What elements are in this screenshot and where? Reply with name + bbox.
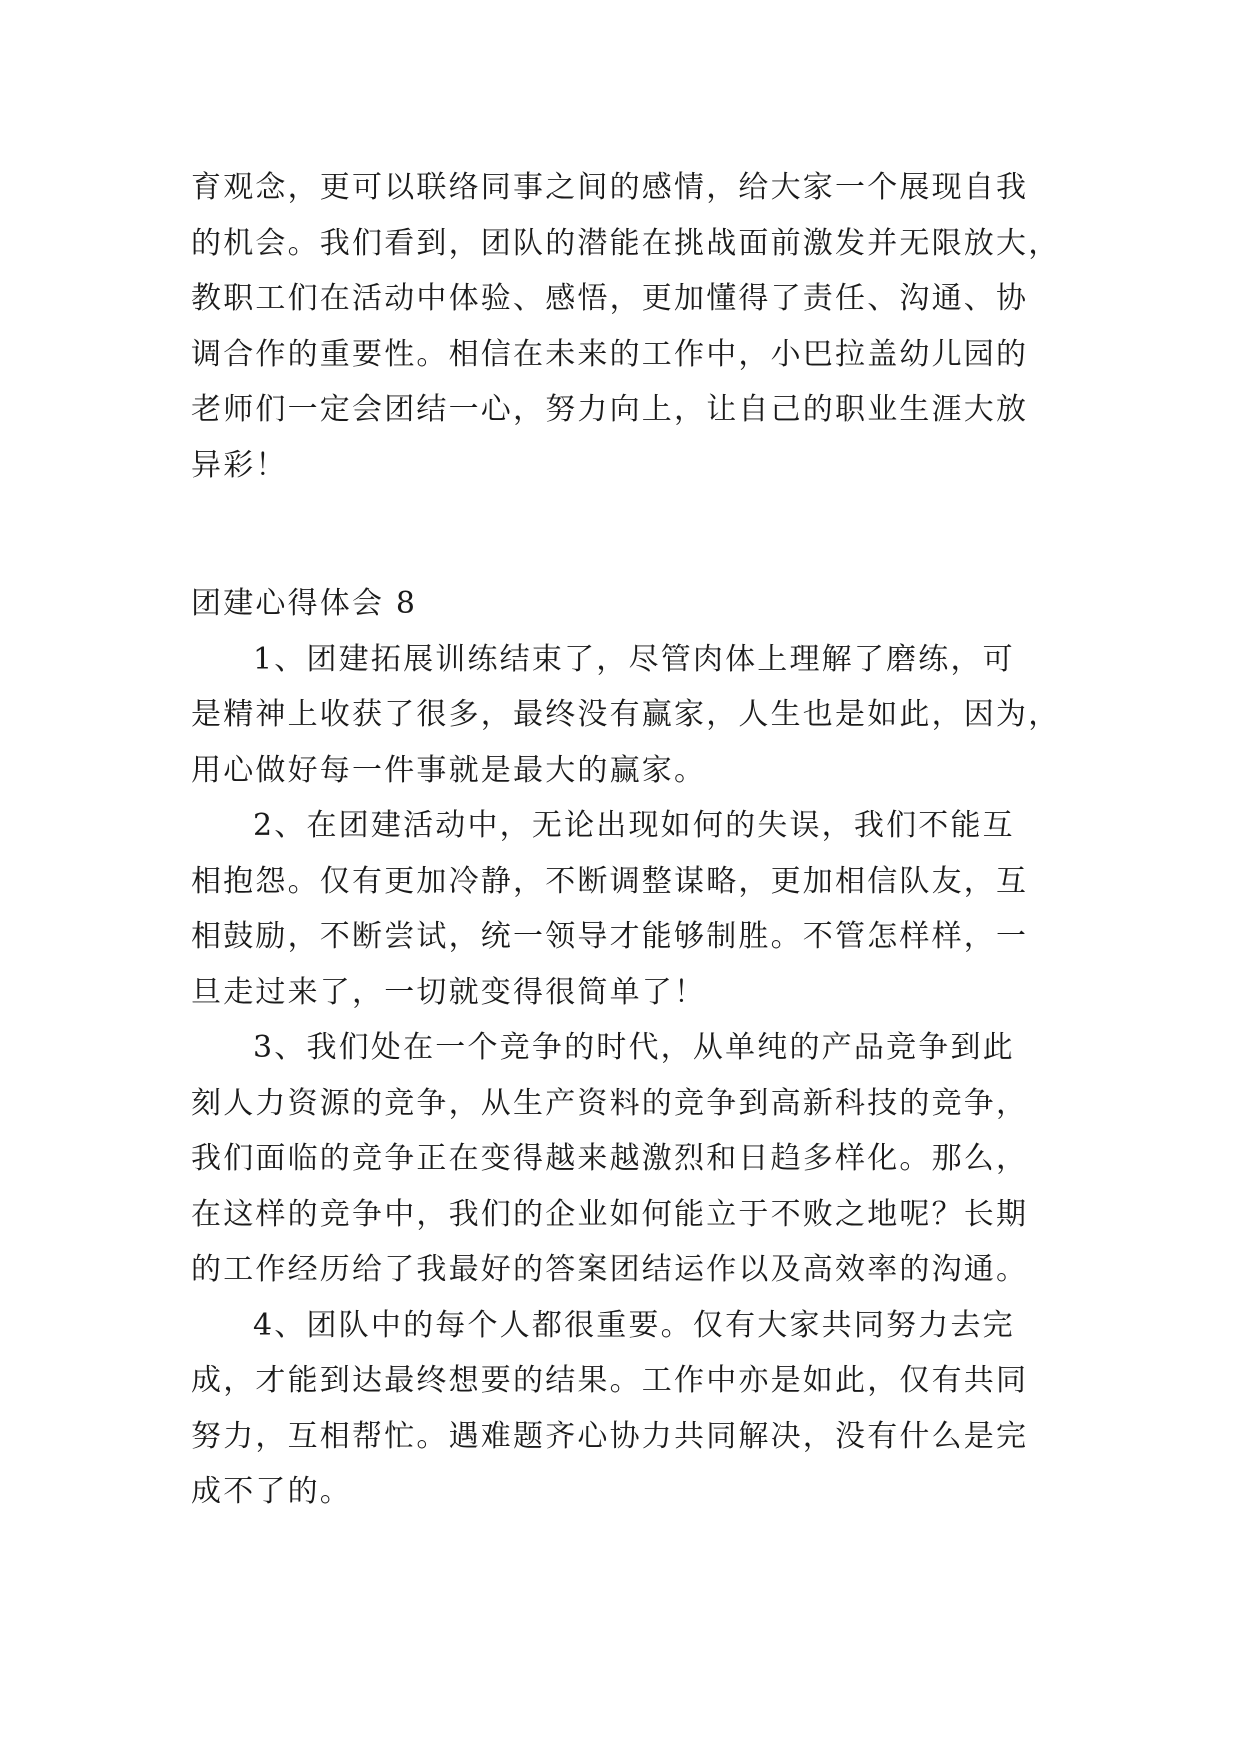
text-line: 调合作的重要性。相信在未来的工作中，小巴拉盖幼儿园的 (191, 336, 1029, 372)
text-line: 教职工们在活动中体验、感悟，更加懂得了责任、沟通、协 (191, 281, 1029, 316)
paragraph-1 (191, 632, 1061, 799)
text-line: 相抱怨。仅有更加冷静，不断调整谋略，更加相信队友，互 (191, 863, 1029, 899)
paragraph-2 (191, 798, 1051, 1020)
paragraph-3 (191, 1020, 1051, 1298)
document-body (191, 160, 1061, 1520)
text-line: 的工作经历给了我最好的答案团结运作以及高效率的沟通。 (191, 1252, 1029, 1287)
text-line: 3、我们处在一个竞争的时代，从单纯的产品竞争到此 (253, 1030, 1015, 1065)
text-line: 努力，互相帮忙。遇难题齐心协力共同解决，没有什么是完 (191, 1418, 1029, 1454)
text-line: 老师们一定会团结一心，努力向上，让自己的职业生涯大放 (191, 392, 1029, 427)
intro-paragraph (191, 160, 1061, 493)
section-title: 团建心得体会 8 (191, 586, 418, 621)
text-line: 成，才能到达最终想要的结果。工作中亦是如此，仅有共同 (191, 1363, 1029, 1398)
text-line: 旦走过来了，一切就变得很简单了！ (191, 974, 707, 1010)
text-line: 是精神上收获了很多，最终没有赢家，人生也是如此，因为， (191, 697, 1061, 732)
text-line: 2、在团建活动中，无论出现如何的失误，我们不能互 (253, 808, 1015, 843)
text-line: 我们面临的竞争正在变得越来越激烈和日趋多样化。那么， (191, 1141, 1029, 1176)
text-line: 成不了的。 (191, 1474, 352, 1509)
section-spacer (191, 493, 1051, 576)
text-line: 刻人力资源的竞争，从生产资料的竞争到高新科技的竞争， (191, 1085, 1029, 1121)
paragraph-4 (191, 1298, 1051, 1520)
text-line: 用心做好每一件事就是最大的赢家。 (191, 752, 707, 788)
text-line: 4、团队中的每个人都很重要。仅有大家共同努力去完 (253, 1307, 1015, 1343)
text-line: 1、团建拓展训练结束了，尽管肉体上理解了磨练，可 (253, 641, 1015, 677)
text-line: 异彩！ (191, 447, 288, 483)
text-line: 在这样的竞争中，我们的企业如何能立于不败之地呢？长期 (191, 1196, 1029, 1232)
text-line: 的机会。我们看到，团队的潜能在挑战面前激发并无限放大， (191, 225, 1061, 261)
text-line: 育观念，更可以联络同事之间的感情，给大家一个展现自我 (191, 170, 1029, 205)
text-line: 相鼓励，不断尝试，统一领导才能够制胜。不管怎样样，一 (191, 919, 1029, 954)
